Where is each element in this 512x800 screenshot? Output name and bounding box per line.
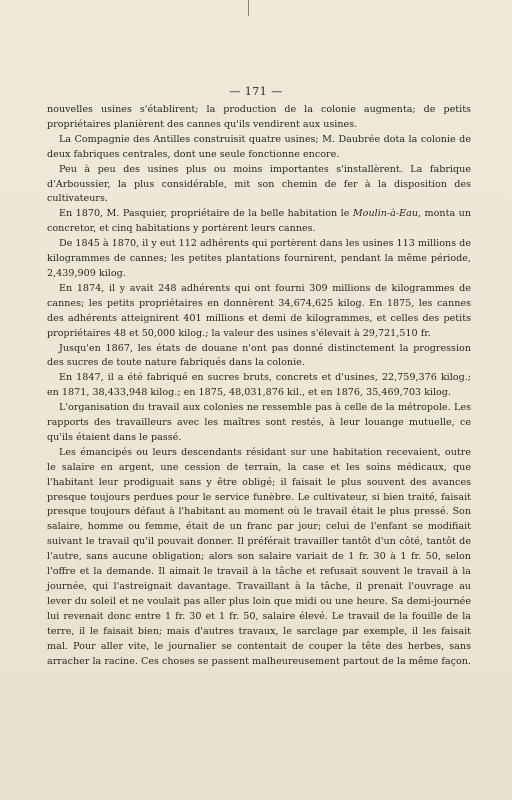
paragraph-4-rest: , monta un concretor, et cinq habitations y portèrent leurs cannes.	[47, 208, 471, 235]
paragraph-1: nouvelles usines s'établirent; la production de la colonie augmenta; de petits propriétaires planièrent des cannes qu'ils vendirent aux usines.	[47, 104, 471, 130]
paragraph-4	[47, 207, 471, 237]
body-text	[47, 103, 471, 669]
paragraph-8: En 1847, il a été fabriqué en sucres bruts, concrets et d'usines, 22,759,376 kilog.; en 1871, 38,433,948 kilog.; en 1875, 48,031,876 kil., et en 1876, 35,469,703 kilog.	[47, 372, 471, 399]
paragraph-9: L'organisation du travail aux colonies ne ressemble pas à celle de la métropole. Les rapports des travailleurs avec les maîtres sont restés, à leur louange mutuelle, ce qu'ils étaient dans le passé.	[47, 402, 471, 443]
paragraph-4-continuation: Eau	[399, 208, 419, 220]
top-margin-mark	[248, 0, 249, 16]
paragraph-4-lead: En 1870, M. Pasquier, propriétaire de la belle habitation le	[59, 208, 353, 220]
page-number: — 171 —	[229, 85, 283, 98]
paragraph-10: Les émancipés ou leurs descendants résidant sur une habitation recevaient, outre le salaire en argent, une cession de terrain, la case et les soins médicaux, que l'habitant leur prodiguait sans y être obligé; il faisait le plus souvent des avances presque toujours perdues pour le service funèbre. Le cultivateur, si bien traité, faisait presque toujours défaut à l'habitant au moment où le travail était le plus pressé. Son salaire, homme ou femme, était de un franc par jour; celui de l'enfant se modifiait suivant le travail qu'il pouvait donner. Il préférait travailler tantôt d'un côté, tantôt de l'autre, sans aucune obligation; alors son salaire variait de 1 fr. 30 à 1 fr. 50, selon l'offre et la demande. Il aimait le travail à la tâche et refusait souvent le travail à la journée, qui l'astreignait davantage. Travaillant à la tâche, il prenait l'ouvrage au lever du soleil et ne voulait pas aller plus loin que midi ou une heure. Sa demi-journée lui revenait donc entre 1 fr. 30 et 1 fr. 50, salaire élevé. Le travail de la fouille de la terre, il le faisait bien; mais d'autres travaux, le sarclage par exemple, il les faisait mal. Pour aller vite, le journalier se contentait de couper la tête des herbes, sans arracher la racine. Ces choses se passent malheureusement partout de la même façon.	[47, 446, 471, 667]
paragraph-3: Peu à peu des usines plus ou moins importantes s'installèrent. La fabrique d'Arboussier, la plus considérable, mit son chemin de fer à la disposition des cultivateurs.	[47, 163, 471, 205]
paragraph-7: Jusqu'en 1867, les états de douane n'ont pas donné distinctement la progression des sucres de toute nature fabriqués dans la colonie.	[47, 342, 471, 369]
paragraph-5: De 1845 à 1870, il y eut 112 adhérents qui portèrent dans les usines 113 millions de kilogrammes de cannes; les petites plantations fournirent, pendant la même période, 2,439,909 kilog.	[47, 238, 471, 279]
paragraph-6: En 1874, il y avait 248 adhérents qui ont fourni 309 millions de kilogrammes de cannes; les petits propriétaires en donnèrent 34,674,625 kilog. En 1875, les cannes des adhérents atteignirent 401 millions et demi de kilogrammes, et celles des petits propriétaires 48 et 50,000 kilog.; la valeur des usines s'élevait à 29,721,510 fr.	[47, 282, 471, 339]
paragraph-4-italic: Moulin-à-	[352, 208, 400, 220]
paragraph-2: La Compagnie des Antilles construisit quatre usines; M. Daubrée dota la colonie de deux fabriques centrales, dont une seule fonctionne encore.	[47, 133, 471, 160]
